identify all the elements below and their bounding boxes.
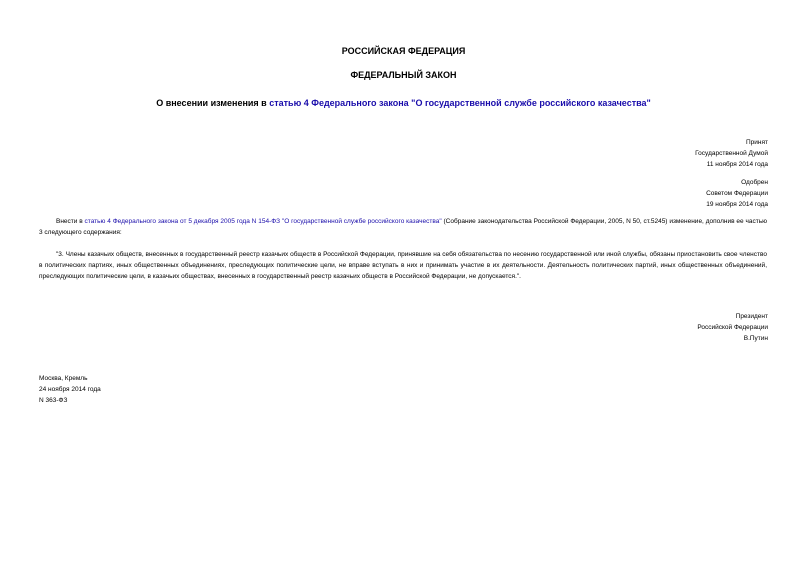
p1-prefix: Внести в xyxy=(56,218,85,225)
law-title xyxy=(0,98,807,108)
accepted-label: Принят xyxy=(745,139,768,146)
accepted-block xyxy=(695,137,768,170)
approved-label: Одобрен xyxy=(741,179,768,186)
signature-block xyxy=(697,311,768,344)
signature-country: Российской Федерации xyxy=(697,324,768,331)
law-title-prefix: О внесении изменения в xyxy=(156,98,270,108)
law-title-link[interactable]: статью 4 Федерального закона "О государственной службе российского казачества" xyxy=(269,98,651,108)
approved-date: 19 ноября 2014 года xyxy=(706,201,768,208)
place-location: Москва, Кремль xyxy=(39,375,88,382)
document-type-heading: ФЕДЕРАЛЬНЫЙ ЗАКОН xyxy=(350,70,457,80)
approved-body: Советом Федерации xyxy=(706,190,768,197)
p1-law-link[interactable]: статью 4 Федерального закона от 5 декабря 2005 года N 154-ФЗ "О государственной службе российского казачества" xyxy=(84,218,442,225)
signature-name: В.Путин xyxy=(743,335,768,342)
signature-title: Президент xyxy=(735,313,768,320)
body-paragraph-2: "3. Члены казачьих обществ, внесенных в государственный реестр казачьих обществ в Российской Федерации, принявшие на себя обязательства по несению государственной или иной службы, обязаны приостановить свое членство в политических партиях, иных общественных объединениях, преследующих политические цели, не вправе вступать в них и принимать участие в их деятельности. Деятельность политических партий, иных общественных объединений, преследующих политические цели, в казачьих обществах, внесенных в государственный реестр казачьих обществ в Российской Федерации, не допускается.". xyxy=(39,251,767,280)
body-paragraph-1 xyxy=(39,216,767,238)
country-heading: РОССИЙСКАЯ ФЕДЕРАЦИЯ xyxy=(341,46,466,56)
p1-suffix: (Собрание законодательства Российской Федерации, 2005, N 50, ст.5245) изменение, дополнив ее частью 3 следующего содержания: xyxy=(39,218,767,236)
approved-block xyxy=(706,177,768,210)
accepted-body: Государственной Думой xyxy=(695,150,768,157)
law-number: N 363-ФЗ xyxy=(39,397,68,404)
accepted-date: 11 ноября 2014 года xyxy=(706,161,768,168)
place-date: 24 ноября 2014 года xyxy=(39,386,101,393)
place-date-block xyxy=(39,373,101,406)
